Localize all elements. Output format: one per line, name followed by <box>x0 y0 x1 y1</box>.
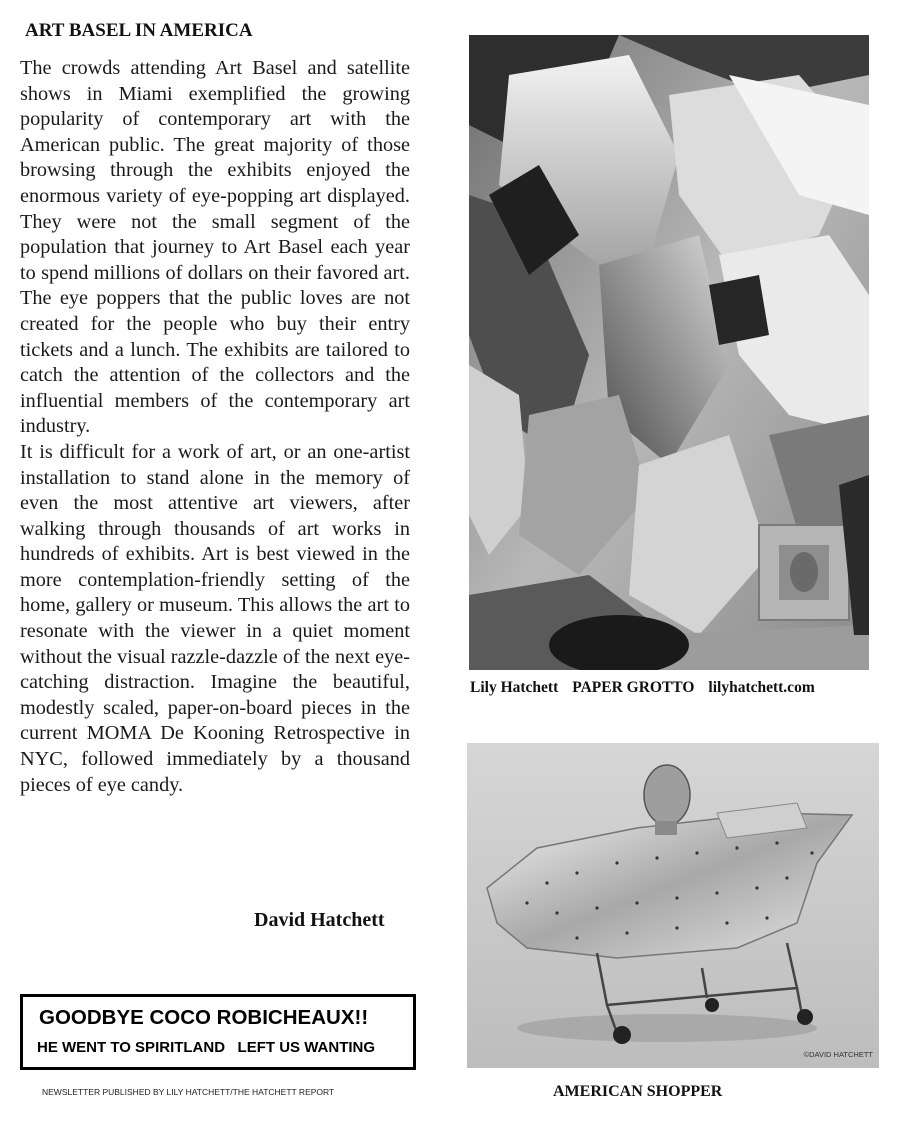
american-shopper-photo <box>467 743 879 1068</box>
article-paragraph-2: It is difficult for a work of art, or an one-artist installation to stand alone in the memory of even the most attentive art viewers, after walking through thousands of art works in hundreds of exhibits. Art is best viewed in the more contemplation-friendly setting of the home, gallery or museum. This allows the art to resonate with the viewer in a quiet moment without the visual razzle-dazzle of the next eye-catching distraction. Imagine the beautiful, modestly scaled, paper-on-board pieces in the current MOMA De Kooning Retrospective in NYC, followed immediately by a thousand pieces of eye candy. <box>20 440 410 796</box>
caption-artist-name: Lily Hatchett <box>470 679 559 696</box>
caption-artwork-title: PAPER GROTTO <box>572 679 695 696</box>
article-body <box>20 56 410 798</box>
american-shopper-caption: AMERICAN SHOPPER <box>553 1083 723 1100</box>
newsletter-footer: NEWSLETTER PUBLISHED BY LILY HATCHETT/THE HATCHETT REPORT <box>42 1087 335 1097</box>
article-byline: David Hatchett <box>254 909 385 931</box>
memorial-notice-box <box>20 994 416 1070</box>
article-paragraph-1: The crowds attending Art Basel and satellite shows in Miami exemplified the growing popularity of contemporary art with the American public. The great majority of those browsing through the exhibits enjoyed the enormous variety of eye-popping art displayed. They were not the small segment of the population that journey to Art Basel each year to spend millions of dollars on their favored art. The eye poppers that the public loves are not created for the people who buy their entry tickets and a lunch. The exhibits are tailored to catch the attention of the collectors and the influential members of the contemporary art industry. <box>20 57 410 438</box>
photo-credit: ©DAVID HATCHETT <box>803 1050 873 1059</box>
paper-grotto-caption <box>470 679 875 697</box>
paper-grotto-photo <box>469 35 869 670</box>
article-headline: ART BASEL IN AMERICA <box>25 20 253 41</box>
memorial-notice-line-2: HE WENT TO SPIRITLAND LEFT US WANTING <box>37 1039 376 1056</box>
memorial-notice-line-1: GOODBYE COCO ROBICHEAUX!! <box>39 1006 369 1029</box>
caption-website: lilyhatchett.com <box>708 679 815 696</box>
